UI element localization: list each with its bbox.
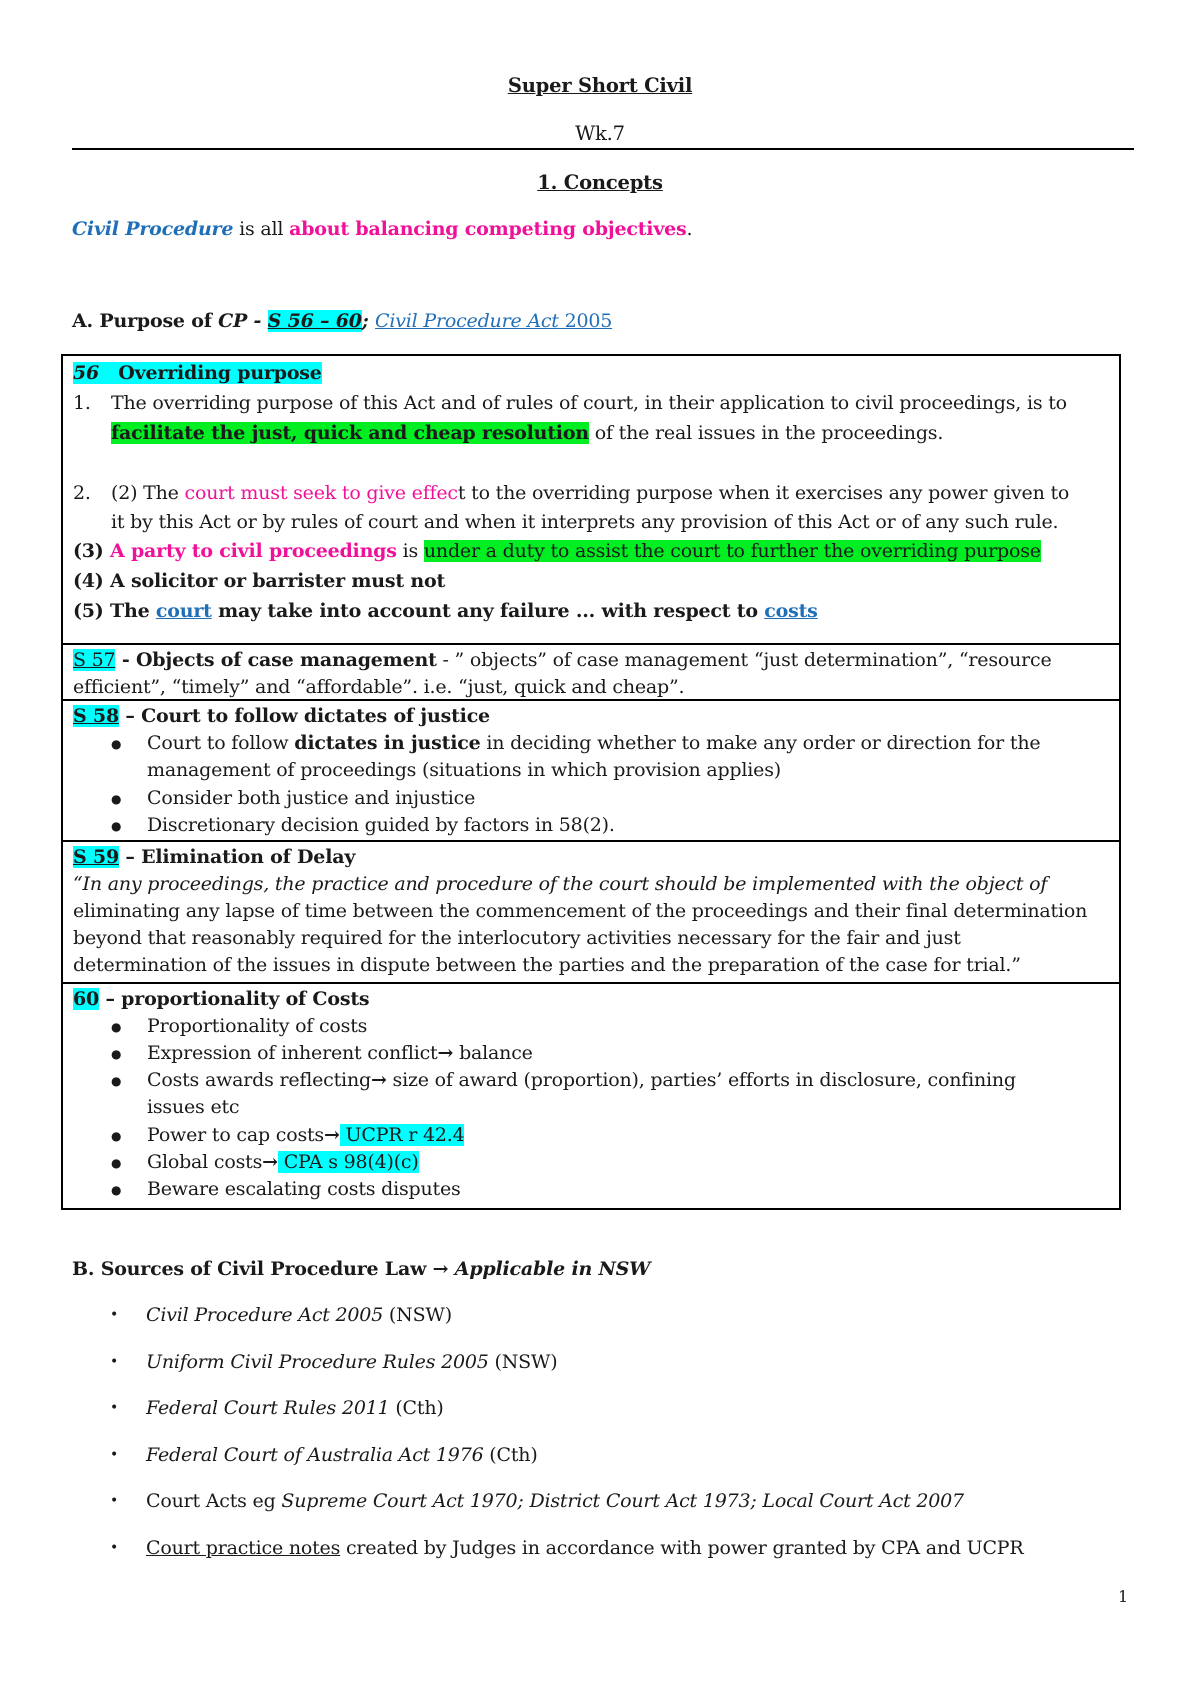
bullet-icon: ●: [111, 1020, 122, 1034]
section-concepts-heading: 1. Concepts: [537, 171, 663, 194]
s60-bullet6: Beware escalating costs disputes: [147, 1178, 461, 1200]
s60-bullet4: Power to cap costs→ UCPR r 42.4: [147, 1124, 465, 1146]
bullet-icon: ●: [111, 1129, 122, 1143]
arrow-icon: →: [437, 1042, 454, 1064]
section-b-heading: B. Sources of Civil Procedure Law → Applicable in NSW: [72, 1258, 651, 1280]
s59-quote-line3: beyond that reasonably required for the interlocutory activities necessary for the fair and just: [73, 927, 961, 949]
s58-box: [61, 699, 1121, 842]
s60-bullet2: Expression of inherent conflict→ balance: [147, 1042, 533, 1064]
s60-heading: 60 – proportionality of Costs: [73, 988, 370, 1010]
s57-box: [61, 643, 1121, 701]
bullet-icon: ●: [111, 1047, 122, 1061]
bullet-icon: ●: [111, 792, 122, 806]
bullet-icon: ●: [111, 1183, 122, 1197]
arrow-icon: →: [370, 1069, 387, 1091]
source-item: Federal Court Rules 2011 (Cth): [146, 1397, 444, 1419]
section-a-heading: A. Purpose of CP - S 56 – 60; Civil Procedure Act 2005: [72, 310, 613, 332]
s59-quote-line4: determination of the issues in dispute between the parties and the preparation of the case for trial.”: [73, 954, 1021, 976]
s59-quote-line1: “In any proceedings, the practice and procedure of the court should be implemented with the object of: [73, 873, 1048, 895]
doc-title: Super Short Civil: [507, 74, 693, 97]
s56-item2-line1: (2) The court must seek to give effect to the overriding purpose when it exercises any power given to: [111, 482, 1070, 504]
s56-item5: (5) The court may take into account any failure ... with respect to costs: [73, 600, 818, 622]
bullet-icon: •: [110, 1400, 119, 1416]
bullet-icon: •: [110, 1307, 119, 1323]
s56-item1-line2: facilitate the just, quick and cheap resolution of the real issues in the proceedings.: [111, 422, 944, 444]
source-item: Court practice notes created by Judges in accordance with power granted by CPA and UCPR: [146, 1537, 1024, 1559]
intro-paragraph: Civil Procedure is all about balancing competing objectives.: [72, 218, 693, 240]
s59-heading: S 59 – Elimination of Delay: [73, 846, 356, 868]
bullet-icon: •: [110, 1493, 119, 1509]
doc-week: Wk.7: [575, 122, 625, 145]
source-item: Uniform Civil Procedure Rules 2005 (NSW): [146, 1351, 558, 1373]
bullet-icon: ●: [111, 819, 122, 833]
bullet-icon: ●: [111, 737, 122, 751]
s57-line1: S 57 - Objects of case management - ” objects” of case management “just determination”, “resource: [73, 649, 1052, 671]
bullet-icon: ●: [111, 1074, 122, 1088]
title-rule: [72, 148, 1134, 150]
s58-bullet1-line2: management of proceedings (situations in which provision applies): [147, 759, 781, 781]
bullet-icon: ●: [111, 1156, 122, 1170]
s56-item1-line1: The overriding purpose of this Act and of rules of court, in their application to civil proceedings, is to: [111, 392, 1067, 414]
intro-highlight: about balancing competing objectives: [289, 218, 687, 240]
bullet-icon: •: [110, 1447, 119, 1463]
page-number: 1: [1118, 1587, 1128, 1606]
s60-bullet3-line1: Costs awards reflecting→ size of award (proportion), parties’ efforts in disclosure, confining: [147, 1069, 1016, 1091]
intro-term: Civil Procedure: [72, 218, 234, 240]
s58-bullet3: Discretionary decision guided by factors in 58(2).: [147, 814, 615, 836]
source-item: Civil Procedure Act 2005 (NSW): [146, 1304, 452, 1326]
s56-item2-line2: it by this Act or by rules of court and when it interprets any provision of this Act or of any such rule.: [111, 511, 1059, 533]
arrow-icon: →: [323, 1124, 340, 1146]
s58-bullet1-line1: Court to follow dictates in justice in deciding whether to make any order or direction for the: [147, 732, 1041, 754]
s56-box: 56 Overriding purpose 1. The overriding purpose of this Act and of rules of court, in their application to civil proceedings, is to facilitate the just, quick and cheap resolution of the real issues in the proceedings. 2. (2) The court must seek to give effect to the overriding purpose when it exercises any power given to it by this Act or by rules of court and when it interprets any provision of this Act or of any such rule. (3) A party to civil proceedings is under a duty to assist the court to further the overriding purpose (4) A solicitor or barrister must not (5) The court may take into account any failure ... with respect to costs: [61, 354, 1121, 645]
s60-box: [61, 982, 1121, 1210]
bullet-icon: •: [110, 1354, 119, 1370]
section-range: S 56 – 60: [267, 310, 362, 332]
s60-bullet1: Proportionality of costs: [147, 1015, 368, 1037]
s59-box: [61, 840, 1121, 984]
arrow-icon: →: [432, 1258, 449, 1280]
s60-bullet5: Global costs→ CPA s 98(4)(c): [147, 1151, 419, 1173]
s59-quote-line2: eliminating any lapse of time between the commencement of the proceedings and their final determination: [73, 900, 1088, 922]
arrow-icon: →: [262, 1151, 278, 1173]
source-item: Federal Court of Australia Act 1976 (Cth): [146, 1444, 538, 1466]
cpa-link[interactable]: Civil Procedure Act: [375, 310, 559, 332]
s58-bullet2: Consider both justice and injustice: [147, 787, 476, 809]
s56-heading: 56 Overriding purpose: [73, 362, 322, 384]
s56-item3: (3) A party to civil proceedings is under a duty to assist the court to further the overriding purpose: [73, 540, 1041, 562]
s57-line2: efficient”, “timely” and “affordable”. i.e. “just, quick and cheap”.: [73, 676, 685, 698]
bullet-icon: •: [110, 1540, 119, 1556]
s56-item4: (4) A solicitor or barrister must not: [73, 570, 446, 592]
s58-heading: S 58 – Court to follow dictates of justice: [73, 705, 490, 727]
s60-bullet3-line2: issues etc: [147, 1096, 240, 1118]
source-item: Court Acts eg Supreme Court Act 1970; District Court Act 1973; Local Court Act 2007: [146, 1490, 964, 1512]
